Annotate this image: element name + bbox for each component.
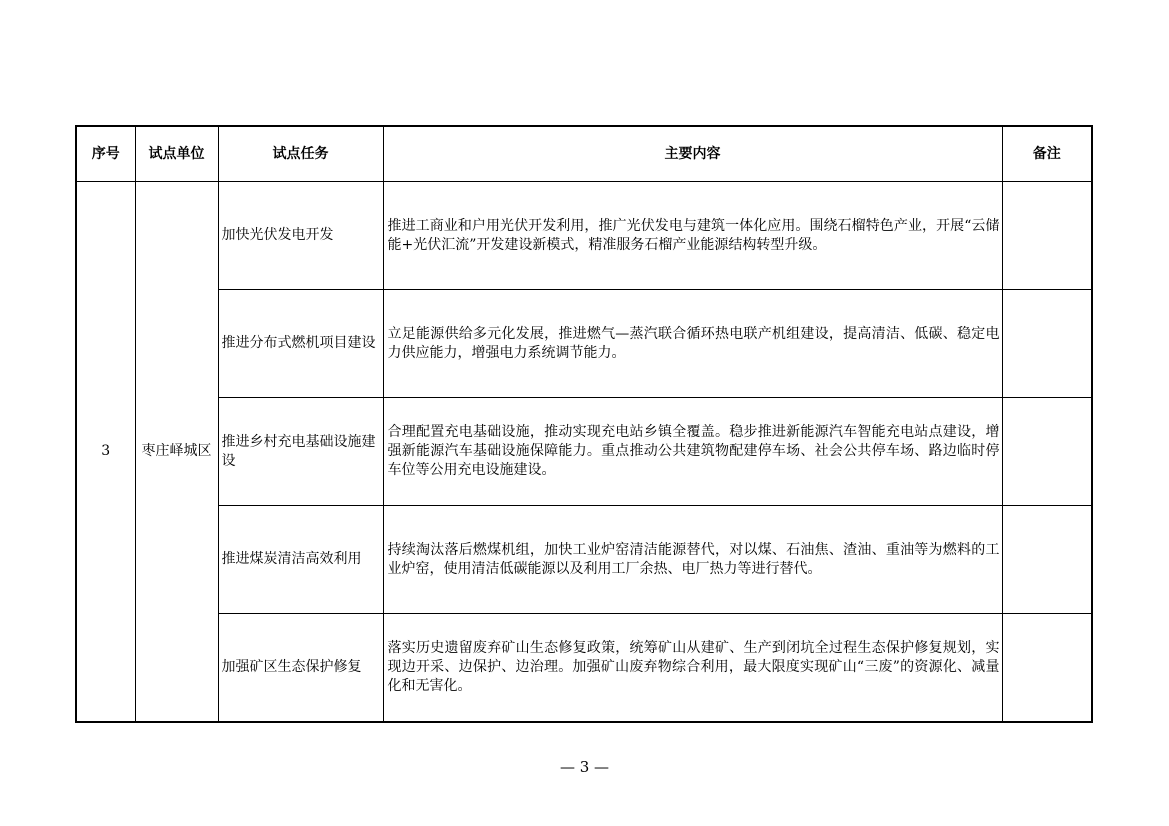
- remark-cell: [1002, 614, 1092, 723]
- content-cell: 立足能源供给多元化发展，推进燃气—蒸汽联合循环热电联产机组建设，提高清洁、低碳、稳定电力供应能力，增强电力系统调节能力。: [383, 290, 1002, 398]
- content-cell: 推进工商业和户用光伏开发利用，推广光伏发电与建筑一体化应用。围绕石榴特色产业，开展“云储能+光伏汇流”开发建设新模式，精准服务石榴产业能源结构转型升级。: [383, 182, 1002, 290]
- seq-cell: 3: [76, 182, 135, 723]
- table-row: [76, 290, 1092, 398]
- header-task: 试点任务: [218, 126, 383, 182]
- page-number: — 3 —: [559, 758, 610, 776]
- table-row: [76, 506, 1092, 614]
- content-cell: 持续淘汰落后燃煤机组，加快工业炉窑清洁能源替代，对以煤、石油焦、渣油、重油等为燃料的工业炉窑，使用清洁低碳能源以及利用工厂余热、电厂热力等进行替代。: [383, 506, 1002, 614]
- header-unit: 试点单位: [135, 126, 218, 182]
- table-row: [76, 182, 1092, 290]
- pilot-task-table-container: [75, 125, 1091, 723]
- task-cell: 加强矿区生态保护修复: [218, 614, 383, 723]
- header-seq: 序号: [76, 126, 135, 182]
- task-cell: 推进分布式燃机项目建设: [218, 290, 383, 398]
- content-cell: 落实历史遗留废弃矿山生态修复政策，统筹矿山从建矿、生产到闭坑全过程生态保护修复规划，实现边开采、边保护、边治理。加强矿山废弃物综合利用，最大限度实现矿山“三废”的资源化、减量化和无害化。: [383, 614, 1002, 723]
- remark-cell: [1002, 506, 1092, 614]
- header-remark: 备注: [1002, 126, 1092, 182]
- pilot-task-table: [75, 125, 1093, 723]
- task-cell: 推进煤炭清洁高效利用: [218, 506, 383, 614]
- task-cell: 加快光伏发电开发: [218, 182, 383, 290]
- remark-cell: [1002, 398, 1092, 506]
- remark-cell: [1002, 182, 1092, 290]
- table-header-row: [76, 126, 1092, 182]
- remark-cell: [1002, 290, 1092, 398]
- table-row: [76, 398, 1092, 506]
- header-content: 主要内容: [383, 126, 1002, 182]
- table-row: [76, 614, 1092, 723]
- task-cell: 推进乡村充电基础设施建设: [218, 398, 383, 506]
- unit-cell: 枣庄峄城区: [135, 182, 218, 723]
- content-cell: 合理配置充电基础设施，推动实现充电站乡镇全覆盖。稳步推进新能源汽车智能充电站点建设，增强新能源汽车基础设施保障能力。重点推动公共建筑物配建停车场、社会公共停车场、路边临时停车位等公用充电设施建设。: [383, 398, 1002, 506]
